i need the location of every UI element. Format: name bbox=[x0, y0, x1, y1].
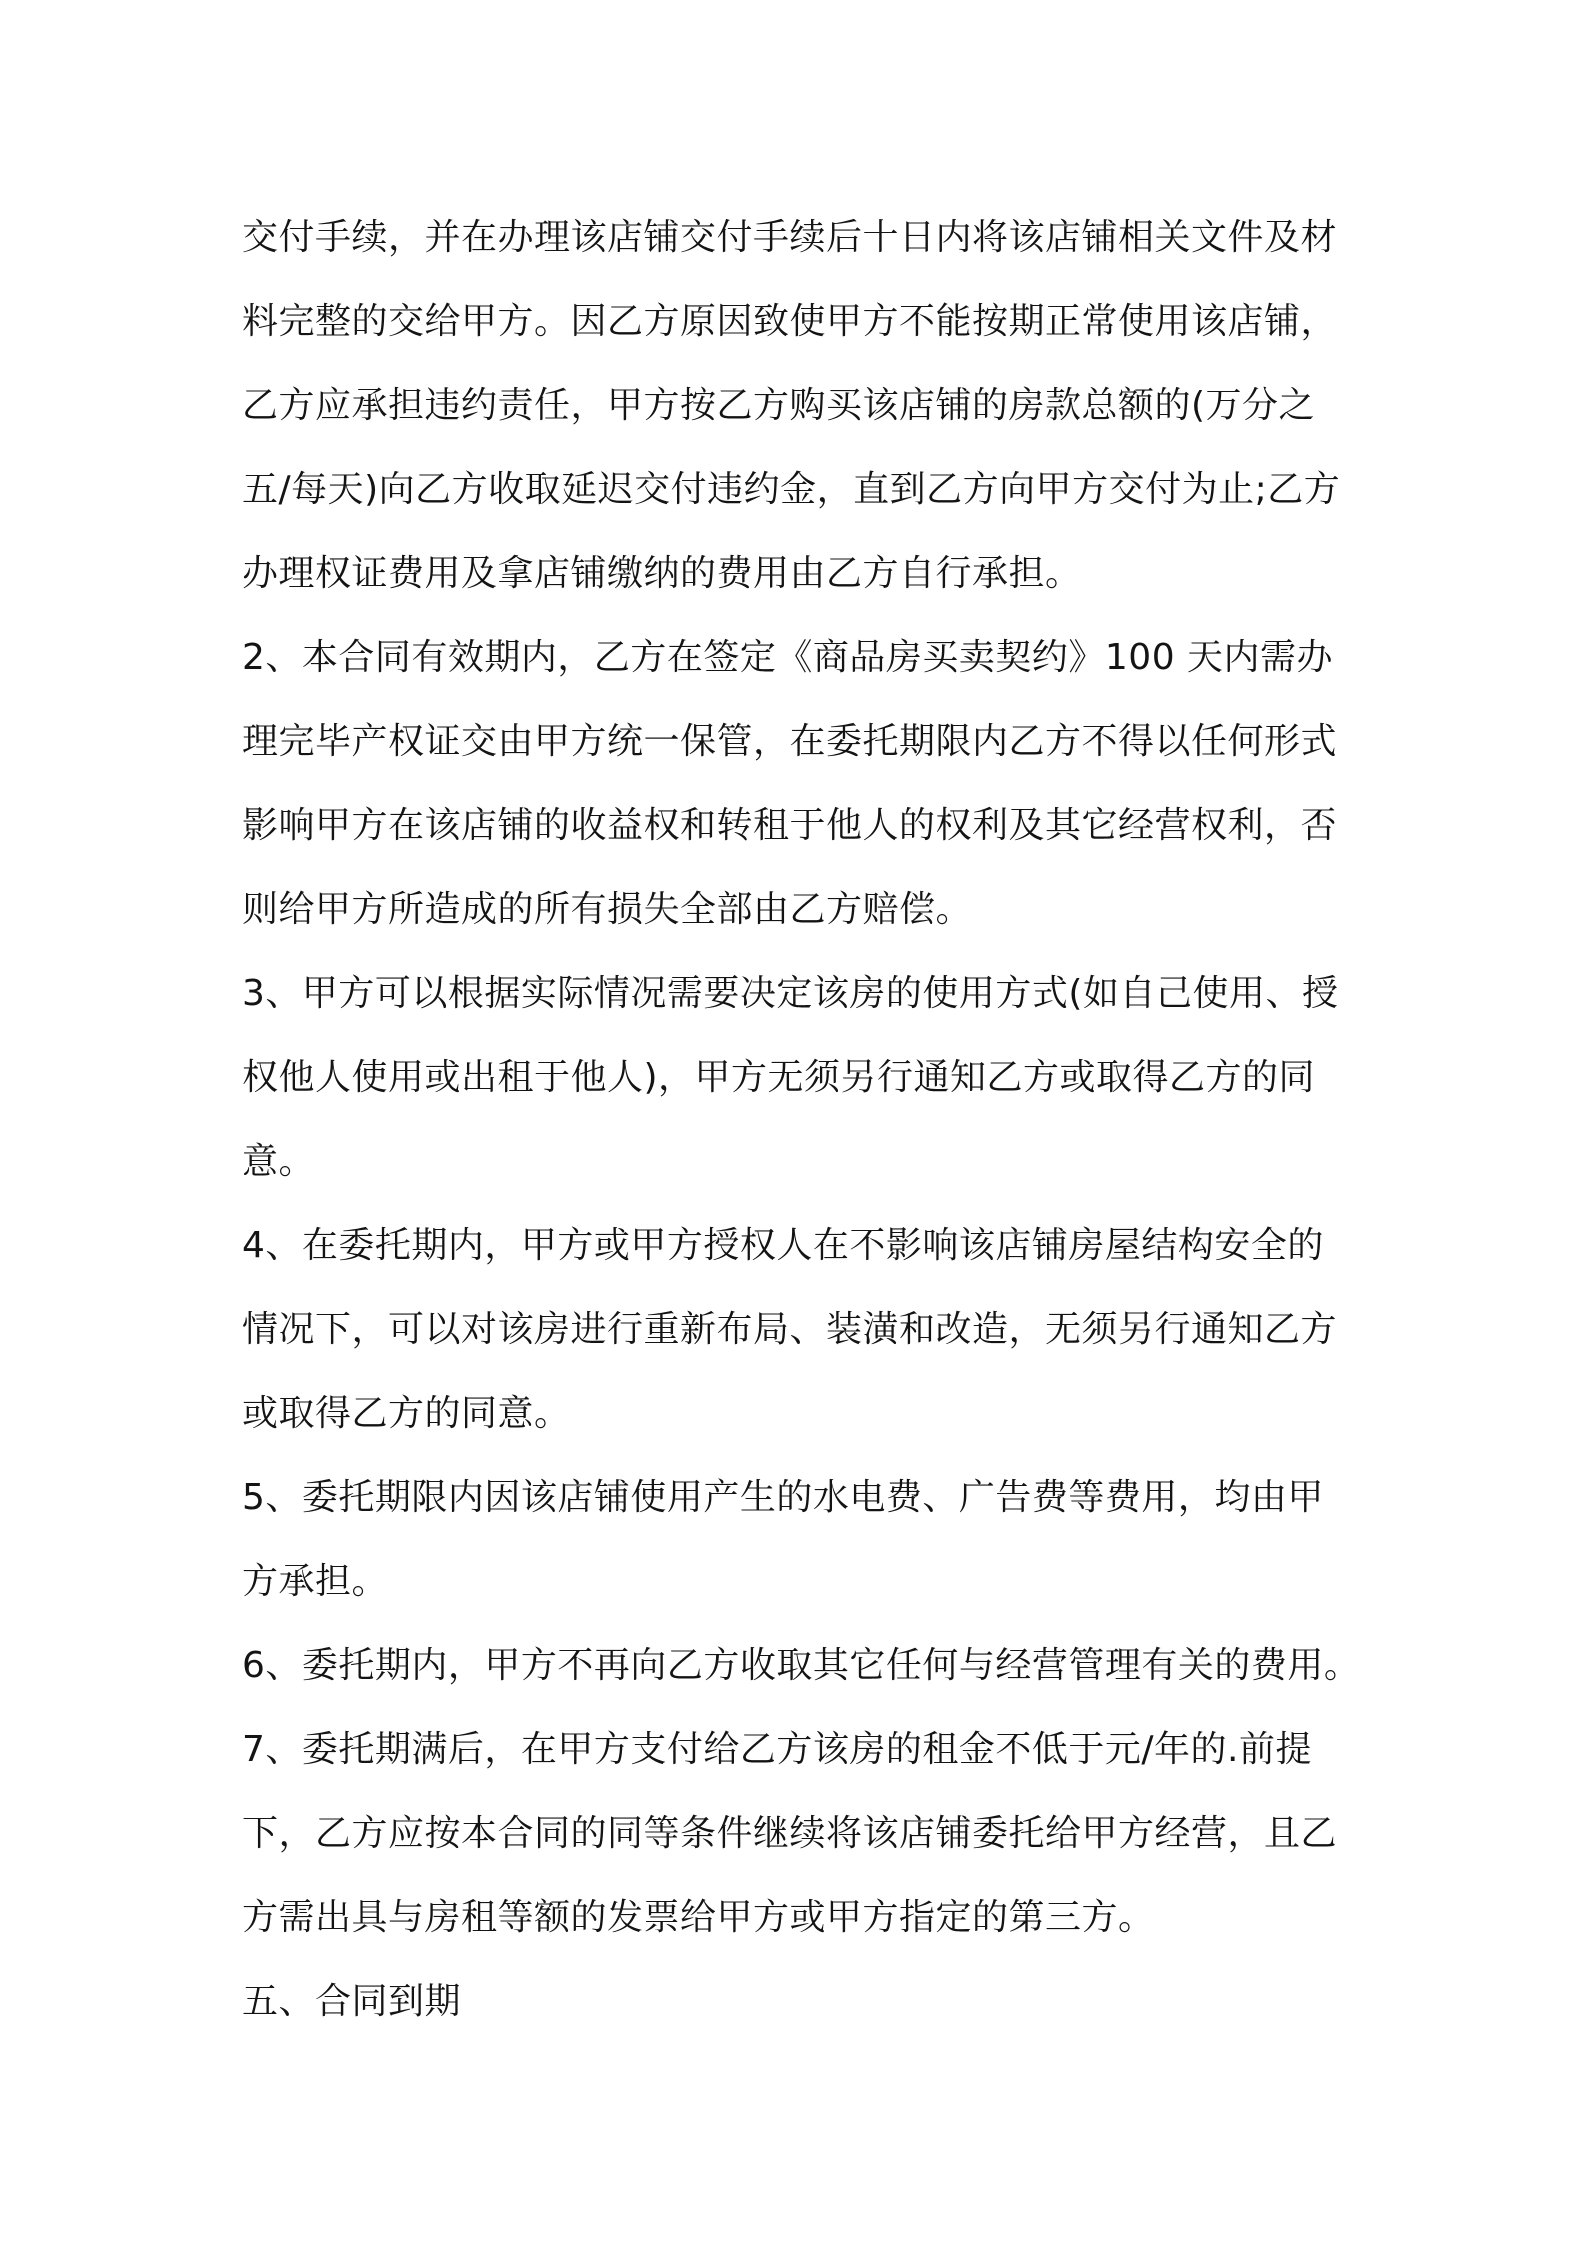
clause-2-line: 2、本合同有效期内，乙方在签定《商品房买卖契约》100 天内需办 bbox=[242, 637, 1334, 678]
text-line: 权他人使用或出租于他人)，甲方无须另行通知乙方或取得乙方的同 bbox=[242, 1057, 1316, 1098]
text-line: 理完毕产权证交由甲方统一保管，在委托期限内乙方不得以任何形式 bbox=[242, 721, 1338, 762]
clause-3-line: 3、甲方可以根据实际情况需要决定该房的使用方式(如自己使用、授 bbox=[242, 973, 1339, 1014]
text-line: 方承担。 bbox=[242, 1561, 389, 1602]
contract-text bbox=[242, 196, 1362, 2044]
text-line: 则给甲方所造成的所有损失全部由乙方赔偿。 bbox=[242, 889, 973, 930]
clause-7-line: 7、委托期满后，在甲方支付给乙方该房的租金不低于元/年的.前提 bbox=[242, 1729, 1312, 1770]
text-line: 情况下，可以对该房进行重新布局、装潢和改造，无须另行通知乙方 bbox=[242, 1309, 1338, 1350]
text-line: 乙方应承担违约责任，甲方按乙方购买该店铺的房款总额的(万分之 bbox=[242, 385, 1316, 426]
text-line: 影响甲方在该店铺的收益权和转租于他人的权利及其它经营权利，否 bbox=[242, 805, 1338, 846]
text-line: 五/每天)向乙方收取延迟交付违约金，直到乙方向甲方交付为止;乙方 bbox=[242, 469, 1341, 510]
text-line: 交付手续，并在办理该店铺交付手续后十日内将该店铺相关文件及材 bbox=[242, 217, 1338, 258]
clause-6-line: 6、委托期内，甲方不再向乙方收取其它任何与经营管理有关的费用。 bbox=[242, 1645, 1361, 1686]
text-line: 方需出具与房租等额的发票给甲方或甲方指定的第三方。 bbox=[242, 1897, 1155, 1938]
clause-5-line: 5、委托期限内因该店铺使用产生的水电费、广告费等费用，均由甲 bbox=[242, 1477, 1324, 1518]
section-heading: 五、合同到期 bbox=[242, 1981, 462, 2022]
text-line: 下，乙方应按本合同的同等条件继续将该店铺委托给甲方经营，且乙 bbox=[242, 1813, 1338, 1854]
text-line: 料完整的交给甲方。因乙方原因致使甲方不能按期正常使用该店铺， bbox=[242, 301, 1338, 342]
text-line: 或取得乙方的同意。 bbox=[242, 1393, 571, 1434]
text-line: 办理权证费用及拿店铺缴纳的费用由乙方自行承担。 bbox=[242, 553, 1082, 594]
clause-4-line: 4、在委托期内，甲方或甲方授权人在不影响该店铺房屋结构安全的 bbox=[242, 1225, 1324, 1266]
text-line: 意。 bbox=[242, 1141, 316, 1182]
